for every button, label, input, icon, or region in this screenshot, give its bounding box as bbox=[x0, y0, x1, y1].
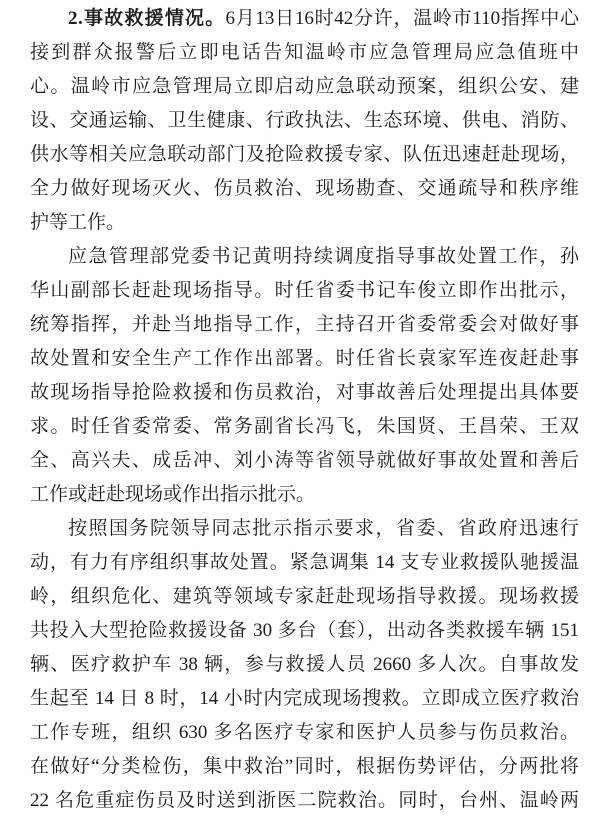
text-line: 22 名危重症伤员及时送到浙医二院救治。同时，台州、温岭两 bbox=[30, 790, 579, 811]
first-line-text: 按照国务院领导同志批示指示要求，省委、省政府迅速行 bbox=[68, 518, 579, 539]
text-line: 辆、医疗救护车 38 辆，参与救援人员 2660 多人次。自事故发 bbox=[30, 654, 579, 675]
paragraph-body bbox=[30, 36, 579, 206]
text-line: 岭，组织危化、建筑等领域专家赶赴现场指导救援。现场救援 bbox=[30, 586, 579, 607]
text-line bbox=[30, 512, 579, 546]
text-line bbox=[30, 240, 579, 274]
text-line: 设、交通运输、卫生健康、行政执法、生态环境、供电、消防、 bbox=[30, 110, 579, 131]
section-heading: 2.事故救援情况。 bbox=[68, 8, 226, 29]
text-line: 动，有力有序组织事故处置。紧急调集 14 支专业救援队驰援温 bbox=[30, 552, 579, 573]
text-line: 工作专班，组织 630 多名医疗专家和医护人员参与伤员救治。 bbox=[30, 722, 579, 743]
text-line: 生起至 14 日 8 时，14 小时内完成现场搜救。立即成立医疗救治 bbox=[30, 688, 579, 709]
text-line: 共投入大型抢险救援设备 30 多台（套），出动各类救援车辆 151 bbox=[30, 620, 579, 641]
text-line bbox=[30, 2, 579, 36]
text-line: 工作或赶赴现场或作出指示批示。 bbox=[30, 484, 316, 505]
text-line: 接到群众报警后立即电话告知温岭市应急管理局应急值班中 bbox=[30, 42, 579, 63]
text-line: 故处置和安全生产工作作出部署。时任省长袁家军连夜赶赴事 bbox=[30, 348, 579, 369]
first-line-text: 6月13日16时42分许，温岭市110指挥中心 bbox=[225, 8, 579, 29]
paragraph-body bbox=[30, 274, 579, 478]
text-line: 全力做好现场灭火、伤员救治、现场勘查、交通疏导和秩序维 bbox=[30, 178, 579, 199]
text-line: 护等工作。 bbox=[30, 212, 126, 233]
paragraph-leadership-directives bbox=[30, 240, 579, 512]
paragraph-rescue-launch bbox=[30, 2, 579, 240]
text-line: 统筹指挥，并赴当地指导工作，主持召开省委常委会对做好事 bbox=[30, 314, 579, 335]
first-line-text: 应急管理部党委书记黄明持续调度指导事故处置工作，孙 bbox=[68, 246, 579, 267]
text-line: 华山副部长赶赴现场指导。时任省委书记车俊立即作出批示， bbox=[30, 280, 579, 301]
text-line: 心。温岭市应急管理局立即启动应急联动预案，组织公安、建 bbox=[30, 76, 579, 97]
paragraph-rescue-operations bbox=[30, 512, 579, 818]
text-line: 故现场指导抢险救援和伤员救治，对事故善后处理提出具体要 bbox=[30, 382, 579, 403]
paragraph-body bbox=[30, 546, 579, 818]
text-line: 供水等相关应急联动部门及抢险救援专家、队伍迅速赶赴现场， bbox=[30, 144, 579, 165]
text-line: 在做好“分类检伤，集中救治”同时，根据伤势评估，分两批将 bbox=[30, 756, 579, 777]
text-line: 全、高兴夫、成岳冲、刘小涛等省领导就做好事故处置和善后 bbox=[30, 450, 579, 471]
text-line: 求。时任省委常委、常务副省长冯飞，朱国贤、王昌荣、王双 bbox=[30, 416, 579, 437]
